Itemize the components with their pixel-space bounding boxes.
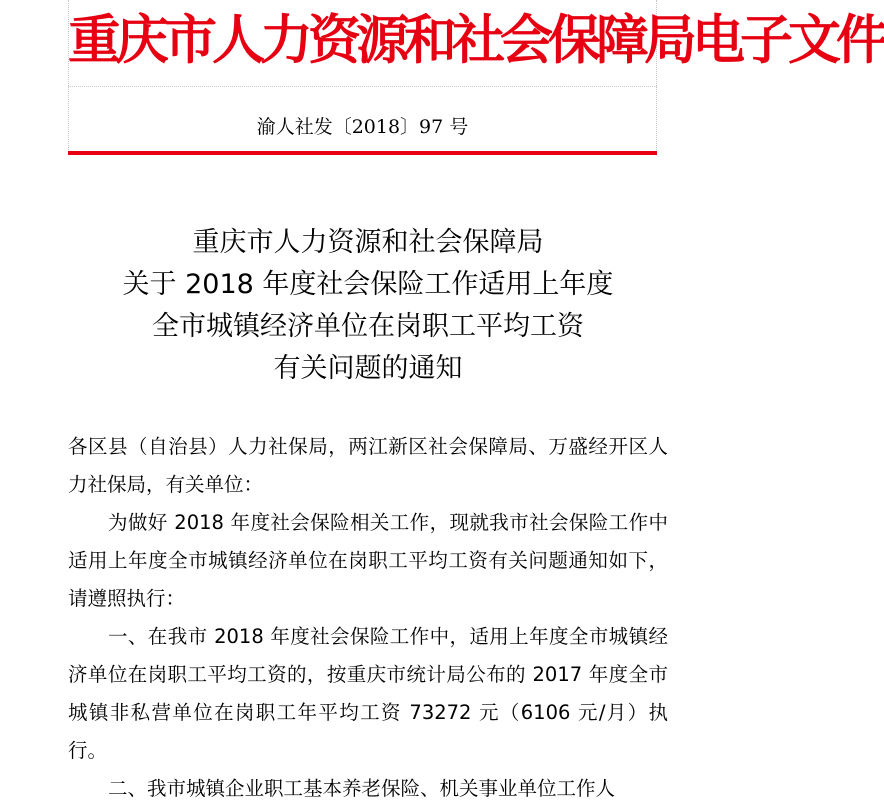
addressees-paragraph: 各区县（自治县）人力社保局，两江新区社会保障局、万盛经开区人力社保局，有关单位： [68,435,668,496]
document-number: 渝人社发〔2018〕97 号 [256,116,469,138]
notice-body [68,428,668,808]
header-divider [68,86,657,87]
intro-paragraph: 为做好 2018 年度社会保险相关工作，现就我市社会保险工作中适用上年度全市城镇经济单位在岗职工平均工资有关问题通知如下，请遵照执行： [68,511,668,610]
item-1-paragraph: 一、在我市 2018 年度社会保险工作中，适用上年度全市城镇经济单位在岗职工平均工资的，按重庆市统计局公布的 2017 年度全市城镇非私营单位在岗职工年平均工资 73272 元（6106 元/月）执行。 [68,625,668,762]
title-line-1: 重庆市人力资源和社会保障局 [192,227,544,258]
title-line-2: 关于 2018 年度社会保险工作适用上年度 [122,269,614,300]
item-2-paragraph: 二、我市城镇企业职工基本养老保险、机关事业单位工作人 [108,777,616,800]
agency-header-title: 重庆市人力资源和社会保障局电子文件 [68,9,884,71]
red-header-rule [68,151,657,155]
notice-title [0,222,736,390]
title-line-4: 有关问题的通知 [273,353,463,384]
title-line-3: 全市城镇经济单位在岗职工平均工资 [152,311,584,342]
